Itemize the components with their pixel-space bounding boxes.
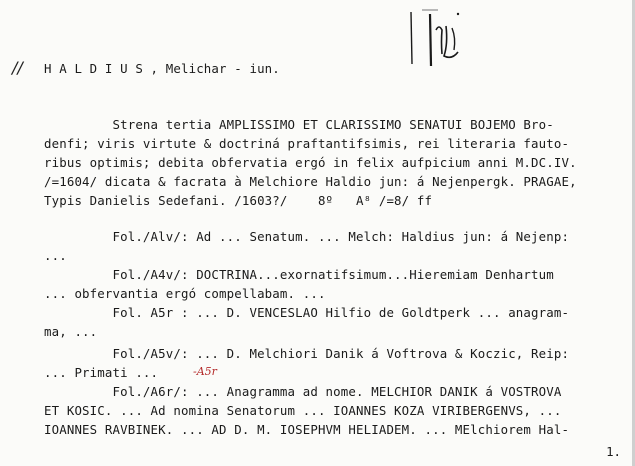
card-line: Fol./A5v/: ... D. Melchiori Danik á Voftrova & Koczic, Reip: [44, 346, 570, 361]
card-line: ma, ... [44, 324, 98, 339]
card-line: Fol./Alv/: Ad ... Senatum. ... Melch: Haldius jun: á Nejenp: [44, 229, 570, 244]
margin-mark: // [12, 58, 23, 77]
card-line: Fol. A5r : ... D. VENCESLAO Hilfio de Goldtperk ... anagram- [44, 305, 570, 320]
page-number: 1. [606, 444, 621, 459]
handwritten-folio-note: -A5r [193, 365, 217, 378]
card-line: ribus optimis; debita obfervatia ergó in felix aufpicium anni M.DC.IV. [44, 155, 577, 170]
card-line: H A L D I U S , Melichar - iun. [44, 61, 280, 76]
card-line: Fol./A4v/: DOCTRINA...exornatifsimum...Hieremiam Denhartum [44, 267, 554, 282]
card-line: Fol./A6r/: ... Anagramma ad nome. MELCHIOR DANIK á VOSTROVA [44, 384, 562, 399]
card-line: Typis Danielis Sedefani. /1603?/ 8º A⁸ /=8/ ff [44, 193, 433, 208]
handwritten-shelfmark [408, 8, 468, 68]
card-line: Strena tertia AMPLISSIMO ET CLARISSIMO SENATUI BOJEMO Bro- [44, 117, 554, 132]
card-line: ... obfervantia ergó compellabam. ... [44, 286, 326, 301]
card-line: denfi; viris virtute & doctriná praftantifsimis, rei literaria fauto- [44, 136, 570, 151]
card-line: ... Primati ... [44, 365, 159, 380]
card-line: ... [44, 248, 67, 263]
card-line: ET KOSIC. ... Ad nomina Senatorum ... IOANNES KOZA VIRIBERGENVS, ... [44, 403, 562, 418]
card-line: /=1604/ dicata & facrata à Melchiore Haldio jun: á Nejenpergk. PRAGAE, [44, 174, 577, 189]
card-line: IOANNES RAVBINEK. ... AD D. M. IOSEPHVM HELIADEM. ... MElchiorem Hal- [44, 422, 570, 437]
